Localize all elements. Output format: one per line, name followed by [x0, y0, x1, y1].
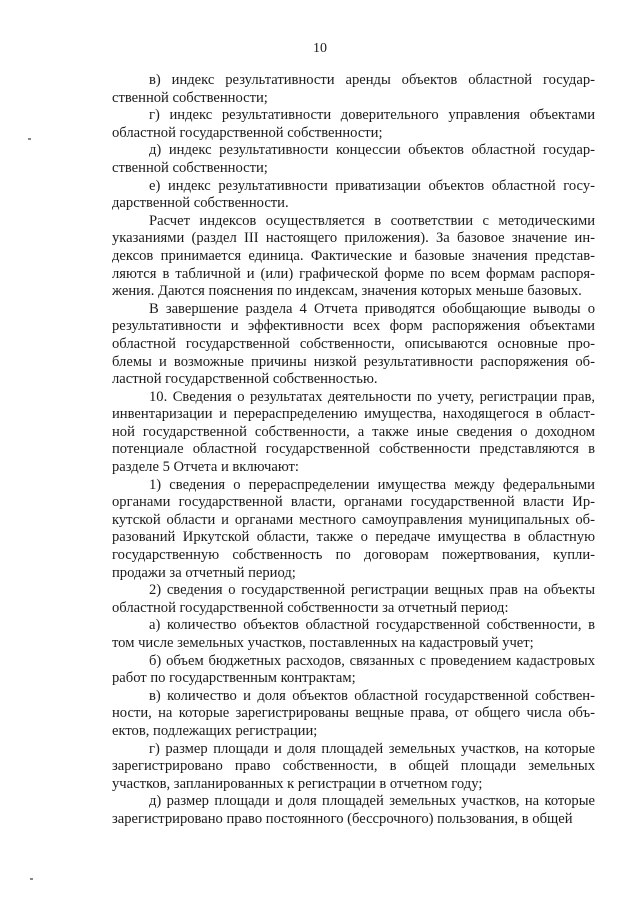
paragraph-index-trust: г) индекс результативности доверительного управления объектами областной государственной собственности;: [112, 107, 595, 141]
paragraph-item-10: 10. Сведения о результатах деятельности по учету, регистрации прав, инвентаризации и перераспределению имущества, находящегося в областной государственной собственности, а также иные сведения о доходном потенциале областной государственной собственности представляются в разделе 5 Отчета и включают:: [112, 388, 595, 476]
paragraph-subitem-2d: д) размер площади и доля площадей земельных участков, на которые зарегистрировано право постоянного (бессрочного) пользования, в общей: [112, 793, 595, 827]
paragraph-subitem-2b: б) объем бюджетных расходов, связанных с проведением кадастровых работ по государственным контрактам;: [112, 652, 595, 687]
document-body: [112, 72, 595, 829]
page-number: 10: [313, 41, 327, 56]
paragraph-index-privatization: е) индекс результативности приватизации объектов областной государственной собственности.: [112, 177, 595, 212]
paragraph-subitem-2a: а) количество объектов областной государственной собственности, в том числе земельных участков, поставленных на кадастровый учет;: [112, 617, 595, 651]
scan-speck: [28, 138, 31, 140]
paragraph-index-rent: в) индекс результативности аренды объектов областной государственной собственности;: [112, 72, 595, 106]
paragraph-subitem-2: 2) сведения о государственной регистрации вещных прав на объекты областной государственной собственности за отчетный период:: [112, 582, 595, 616]
paragraph-subitem-2g: г) размер площади и доля площадей земельных участков, на которые зарегистрировано право собственности, в общей площади земельных участков, запланированных к регистрации в отчетном году;: [112, 740, 595, 792]
paragraph-subitem-2v: в) количество и доля объектов областной государственной собственности, на которые зарегистрированы вещные права, от общего числа объектов, подлежащих регистрации;: [112, 687, 595, 739]
scan-speck: [30, 878, 33, 880]
paragraph-subitem-1: 1) сведения о перераспределении имущества между федеральными органами государственной власти, органами государственной власти Иркутской области и органами местного самоуправления муниципальных образований Иркутской области, также о передаче имущества в областную государственную собственность по договорам пожертвования, купли-продажи за отчетный период;: [112, 476, 595, 581]
paragraph-index-concession: д) индекс результативности концессии объектов областной государственной собственности;: [112, 142, 595, 176]
paragraph-section4-conclusion: В завершение раздела 4 Отчета приводятся обобщающие выводы о результативности и эффективности всех форм распоряжения объектами областной государственной собственности, описываются основные проблемы и возможные причины низкой результативности распоряжения областной государственной собственностью.: [112, 300, 595, 388]
paragraph-index-calculation: Расчет индексов осуществляется в соответствии с методическими указаниями (раздел III настоящего приложения). За базовое значение индексов принимается единица. Фактические и базовые значения представляются в табличной и (или) графической форме по всем формам распоряжения. Даются пояснения по индексам, значения которых меньше базовых.: [112, 212, 595, 300]
